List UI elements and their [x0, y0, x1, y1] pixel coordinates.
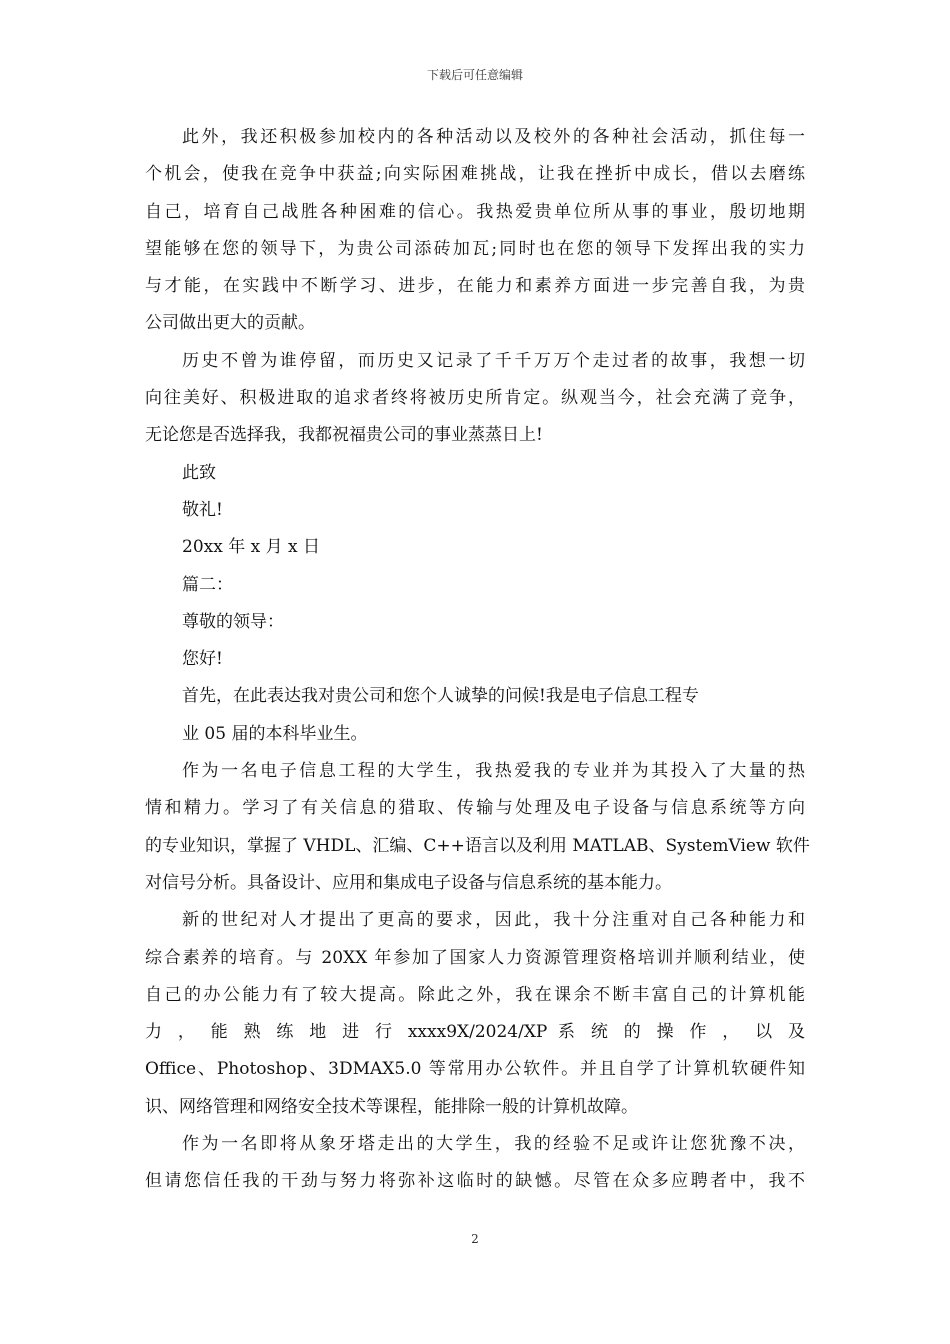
text-line: 无论您是否选择我，我都祝福贵公司的事业蒸蒸日上!: [145, 425, 543, 446]
text-line: 敬礼!: [182, 499, 223, 520]
text-line: 力 ， 能 熟 练 地 进 行 xxxx9X/2024/XP 系 统 的 操 作 ， 以 及: [145, 1022, 805, 1043]
text-line: 公司做出更大的贡献。: [145, 313, 315, 334]
text-line: 作为一名电子信息工程的大学生，我热爱我的专业并为其投入了大量的热: [182, 761, 805, 782]
text-line: 综合素养的培育。与 20XX 年参加了国家人力资源管理资格培训并顺利结业，使: [145, 947, 805, 968]
text-line: 对信号分析。具备设计、应用和集成电子设备与信息系统的基本能力。: [145, 872, 672, 893]
text-line: 与才能，在实践中不断学习、进步，在能力和素养方面进一步完善自我，为贵: [145, 276, 805, 297]
text-line: 自己，培育自己战胜各种困难的信心。我热爱贵单位所从事的事业，殷切地期: [145, 201, 805, 222]
text-line: 自己的办公能力有了较大提高。除此之外，我在课余不断丰富自己的计算机能: [145, 984, 805, 1005]
text-line: 识、网络管理和网络安全技术等课程，能排除一般的计算机故障。: [145, 1096, 638, 1117]
text-line: 作为一名即将从象牙塔走出的大学生，我的经验不足或许让您犹豫不决，: [182, 1134, 805, 1155]
text-line: 历史不曾为谁停留，而历史又记录了千千万万个走过者的故事，我想一切: [182, 350, 805, 371]
page-number: 2: [471, 1232, 479, 1246]
text-line: 向往美好、积极进取的追求者终将被历史所肯定。纵观当今，社会充满了竞争，: [145, 388, 805, 409]
text-line: 尊敬的领导：: [182, 611, 284, 632]
text-line: 但请您信任我的干劲与努力将弥补这临时的缺憾。尽管在众多应聘者中，我不: [145, 1171, 805, 1192]
text-line: 情和精力。学习了有关信息的猎取、传输与处理及电子设备与信息系统等方向: [145, 798, 805, 819]
text-line: 篇二：: [182, 574, 233, 595]
text-line: 新的世纪对人才提出了更高的要求，因此，我十分注重对自己各种能力和: [182, 910, 805, 931]
text-line: 的专业知识，掌握了 VHDL、汇编、C++语言以及利用 MATLAB、SystemView 软件: [145, 835, 810, 856]
page-header: 下载后可任意编辑: [426, 68, 523, 82]
text-line: 此致: [182, 462, 216, 483]
text-line: 个机会，使我在竞争中获益;向实际困难挑战，让我在挫折中成长，借以去磨练: [145, 164, 805, 185]
text-line: Office、Photoshop、3DMAX5.0 等常用办公软件。并且自学了计算机软硬件知: [145, 1059, 805, 1080]
text-line: 业 05 届的本科毕业生。: [182, 723, 368, 744]
text-line: 望能够在您的领导下，为贵公司添砖加瓦;同时也在您的领导下发挥出我的实力: [145, 238, 805, 259]
document-body: [145, 122, 810, 1204]
text-line: 此外，我还积极参加校内的各种活动以及校外的各种社会活动，抓住每一: [182, 127, 805, 147]
text-line: 首先，在此表达我对贵公司和您个人诚挚的问候!我是电子信息工程专: [182, 686, 699, 707]
text-line: 20xx 年 x 月 x 日: [182, 537, 321, 558]
text-line: 您好!: [182, 649, 223, 670]
